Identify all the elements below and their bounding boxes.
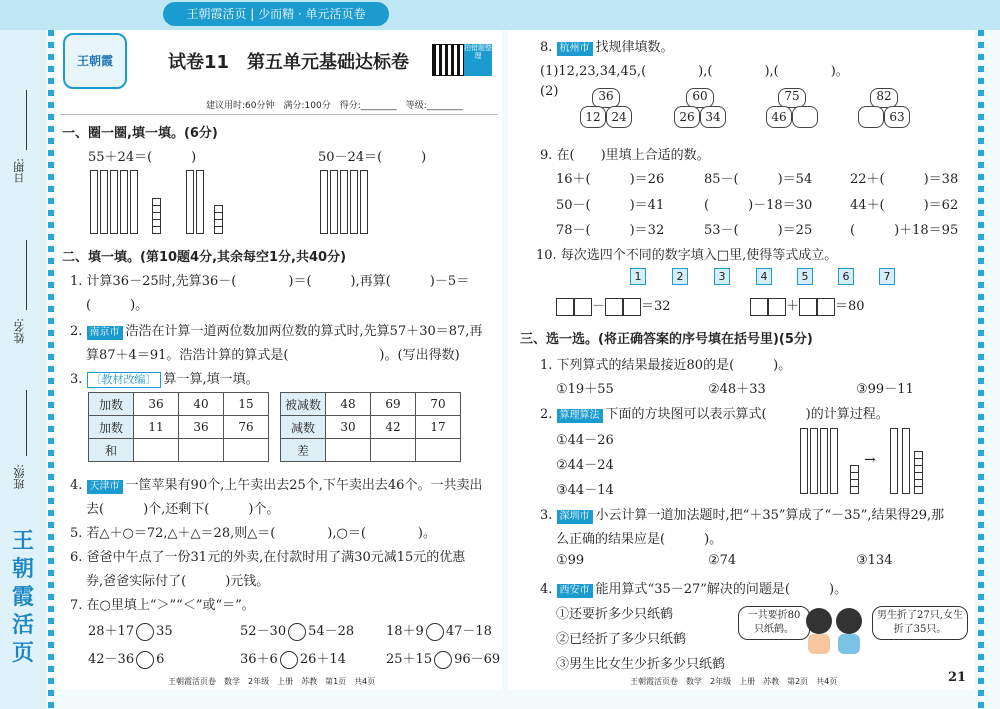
page-number: 21 (948, 670, 967, 685)
unit-cube (152, 205, 161, 213)
q8-sequence: (1)12,23,34,45,( ),( ),( )。 (540, 64, 849, 79)
ten-rod (902, 428, 910, 494)
date-line (26, 90, 27, 150)
digit-card: 2 (672, 268, 688, 285)
ten-rod (120, 170, 128, 234)
digit-box[interactable] (817, 298, 835, 316)
q1-line1: 1. 计算36－25时,先算36－( )＝( ),再算( )－5＝ (70, 274, 470, 289)
unit-cube (850, 472, 859, 480)
compare-item: 52－30 54－28 (240, 624, 355, 639)
section1-heading: 一、圈一圈,填一填。(6分) (62, 126, 218, 141)
compare-item: 42－36 6 (88, 652, 165, 667)
c1-option: ②48＋33 (708, 382, 766, 397)
ten-rod (800, 428, 808, 494)
compare-item: 36＋6 26＋14 (240, 652, 346, 667)
girl-illustration (806, 608, 832, 634)
compare-circle[interactable] (136, 623, 154, 641)
ten-rod (100, 170, 108, 234)
brand-vertical: 王朝霞活页 (11, 528, 34, 666)
region-tag: 杭州市 (557, 42, 593, 56)
ten-rod (196, 170, 204, 234)
ten-rod (360, 170, 368, 234)
girl-body (808, 634, 830, 654)
paper-title: 试卷11 第五单元基础达标卷 (168, 52, 410, 73)
puzzle-left-blank[interactable] (858, 106, 884, 128)
scan-badge: 拍错题整理 (464, 44, 492, 76)
class-line (26, 390, 27, 456)
compare-item: 18＋9 47－18 (386, 624, 492, 639)
q7-line: 7. 在○里填上“＞”“＜”或“＝”。 (70, 598, 255, 613)
digit-card: 7 (879, 268, 895, 285)
q2-line1: 2. 南京市 浩浩在计算一道两位数加两位数的算式时,先算57＋30＝87,再 (70, 324, 483, 339)
name-line (26, 240, 27, 310)
unit-cube (214, 219, 223, 227)
region-tag: 天津市 (87, 480, 123, 494)
c1-line: 1. 下列算式的结果最接近80的是( )。 (540, 358, 792, 373)
region-tag: 西安市 (557, 584, 593, 598)
c3-line1: 3. 深圳市 小云计算一道加法题时,把“＋35”算成了“－35”,结果得29,那 (540, 508, 945, 523)
unit-cube (152, 212, 161, 220)
class-label: 班级: (13, 464, 26, 490)
digit-box[interactable] (574, 298, 592, 316)
unit-cube (152, 219, 161, 227)
ten-rod (320, 170, 328, 234)
compare-item: 28＋17 35 (88, 624, 173, 639)
q4-line2: 去( )个,还剩下( )个。 (86, 502, 280, 517)
q3-line: 3. 〔教材改编〕 算一算,填一填。 (70, 372, 259, 387)
digit-box[interactable] (750, 298, 768, 316)
date-label: 日期: (13, 158, 26, 184)
section2-heading: 二、填一填。(第10题4分,其余每空1分,共40分) (62, 250, 347, 265)
q9-item: 85－( )＝54 (704, 172, 813, 187)
q6-line1: 6. 爸爸中午点了一份31元的外卖,在付款时用了满30元减15元的优惠 (70, 550, 466, 565)
footer-left: 王朝霞活页卷 数学 2年级 上册 苏教 第1页 共4页 (168, 677, 376, 686)
digit-box[interactable] (799, 298, 817, 316)
speech-bubble-left: 一共要折80只纸鹤。 (738, 606, 810, 640)
answer-cell[interactable] (134, 439, 179, 462)
puzzle-right-blank[interactable] (792, 106, 818, 128)
c2-option: ②44－24 (556, 458, 614, 473)
digit-card: 6 (838, 268, 854, 285)
answer-cell[interactable] (179, 439, 224, 462)
digit-card: 1 (630, 268, 646, 285)
unit-cube (914, 458, 923, 466)
header-divider (60, 114, 498, 115)
puzzle-right: 24 (606, 106, 632, 128)
q8-line: 8. 杭州市 找规律填数。 (540, 40, 674, 55)
compare-circle[interactable] (434, 651, 452, 669)
answer-cell[interactable] (371, 439, 416, 462)
q9-item: 78－( )＝32 (556, 223, 665, 238)
header-banner: 王朝霞活页 | 少而精 · 单元活页卷 (163, 2, 389, 26)
ten-rod (186, 170, 194, 234)
unit-cube (152, 198, 161, 206)
boy-illustration (836, 608, 862, 634)
c1-option: ①19＋55 (556, 382, 614, 397)
region-tag: 深圳市 (557, 510, 593, 524)
q9-item: 53－( )＝25 (704, 223, 813, 238)
addition-table: 加数 36 40 15 加数 11 36 76 和 (88, 392, 269, 462)
puzzle-top: 36 (592, 88, 620, 108)
ten-rod (350, 170, 358, 234)
ten-rod (110, 170, 118, 234)
compare-circle[interactable] (280, 651, 298, 669)
unit-cube (850, 465, 859, 473)
puzzle-right: 34 (700, 106, 726, 128)
ten-rod (830, 428, 838, 494)
boy-body (838, 634, 860, 654)
q9-item: 44＋( )＝62 (850, 198, 959, 213)
q9-item: ( )＋18＝95 (850, 223, 959, 238)
q4-line1: 4. 天津市 一筐苹果有90个,上午卖出去25个,下午卖出去46个。一共卖出 (70, 478, 483, 493)
ten-rod (820, 428, 828, 494)
q9-item: ( )－18＝30 (704, 198, 813, 213)
ten-rod (340, 170, 348, 234)
s1-question-b: 50－24＝( ) (318, 150, 427, 165)
ten-rod (130, 170, 138, 234)
c3-option: ②74 (708, 553, 737, 568)
digit-box[interactable] (623, 298, 641, 316)
compare-circle[interactable] (288, 623, 306, 641)
unit-cube (914, 465, 923, 473)
digit-card: 4 (756, 268, 772, 285)
digit-box[interactable] (556, 298, 574, 316)
c2-option: ③44－14 (556, 483, 614, 498)
puzzle-right: 63 (884, 106, 910, 128)
q9-item: 22＋( )＝38 (850, 172, 959, 187)
compare-item: 25＋15 96－69 (386, 652, 501, 667)
right-wave-border (978, 30, 984, 709)
q10-line: 10. 每次选四个不同的数字填入□里,使得等式成立。 (536, 248, 838, 263)
ten-rod (810, 428, 818, 494)
region-tag: 南京市 (87, 326, 123, 340)
c4-option: ③男生比女生少折多少只纸鹤 (556, 657, 726, 672)
q6-line2: 券,爸爸实际付了( )元钱。 (86, 574, 270, 589)
q5-line: 5. 若△＋○＝72,△＋△＝28,则△＝( ),○＝( )。 (70, 526, 436, 541)
unit-cube (214, 226, 223, 234)
unit-cube (914, 451, 923, 459)
compare-circle[interactable] (136, 651, 154, 669)
c1-option: ③99－11 (856, 382, 914, 397)
q9-line: 9. 在( )里填上合适的数。 (540, 148, 710, 163)
method-tag: 算理算法 (557, 409, 603, 423)
c2-option: ①44－26 (556, 433, 614, 448)
speech-bubble-right: 男生折了27只,女生折了35只。 (872, 606, 968, 640)
s1-question-a: 55＋24＝( ) (88, 150, 197, 165)
unit-cube (914, 479, 923, 487)
unit-cube (914, 472, 923, 480)
qr-code-icon (432, 44, 464, 76)
puzzle-top: 82 (870, 88, 898, 108)
source-tag: 〔教材改编〕 (87, 372, 161, 388)
c3-option: ③134 (856, 553, 893, 568)
unit-cube (850, 479, 859, 487)
c3-line2: 么正确的结果应是( )。 (556, 532, 723, 547)
answer-cell[interactable] (224, 439, 269, 462)
q9-item: 50－( )＝41 (556, 198, 665, 213)
equation-plus: ＋ ＝80 (750, 295, 865, 316)
q9-item: 16＋( )＝26 (556, 172, 665, 187)
exam-meta: 建议用时:60分钟 满分:100分 得分:________ 等级:________ (206, 101, 463, 111)
subtraction-table: 被减数 48 69 70 减数 30 42 17 差 (280, 392, 461, 462)
answer-cell[interactable] (416, 439, 461, 462)
c4-line: 4. 西安市 能用算式“35－27”解决的问题是( )。 (540, 582, 848, 597)
c2-line: 2. 算理算法 下面的方块图可以表示算式( )的计算过程。 (540, 407, 889, 422)
puzzle-top: 60 (686, 88, 714, 108)
q8-part2: (2) (540, 84, 559, 99)
c3-option: ①99 (556, 553, 585, 568)
puzzle-left: 12 (580, 106, 606, 128)
left-wave-border (48, 30, 54, 709)
compare-circle[interactable] (426, 623, 444, 641)
digit-card: 5 (797, 268, 813, 285)
digit-box[interactable] (768, 298, 786, 316)
c4-option: ②已经折了多少只纸鹤 (556, 632, 687, 647)
brand-logo: 王朝霞 (63, 33, 127, 89)
c4-option: ①还要折多少只纸鹤 (556, 607, 674, 622)
footer-right: 王朝霞活页卷 数学 2年级 上册 苏教 第2页 共4页 (630, 677, 838, 686)
name-label: 姓名: (13, 318, 26, 344)
unit-cube (152, 226, 161, 234)
answer-cell[interactable] (326, 439, 371, 462)
top-bar (0, 0, 1000, 30)
section3-heading: 三、选一选。(将正确答案的序号填在括号里)(5分) (520, 332, 813, 347)
puzzle-left: 26 (674, 106, 700, 128)
unit-cube (214, 212, 223, 220)
puzzle-top: 75 (778, 88, 806, 108)
arrow-icon: → (864, 452, 876, 468)
ten-rod (890, 428, 898, 494)
q2-line2: 算87＋4＝91。浩浩计算的算式是( )。(写出得数) (86, 348, 460, 363)
ten-rod (330, 170, 338, 234)
ten-rod (90, 170, 98, 234)
puzzle-left: 46 (766, 106, 792, 128)
q1-line2: ( )。 (86, 298, 149, 313)
equation-minus: － ＝32 (556, 295, 671, 316)
digit-box[interactable] (605, 298, 623, 316)
unit-cube (850, 486, 859, 494)
unit-cube (914, 486, 923, 494)
unit-cube (214, 205, 223, 213)
digit-card: 3 (714, 268, 730, 285)
